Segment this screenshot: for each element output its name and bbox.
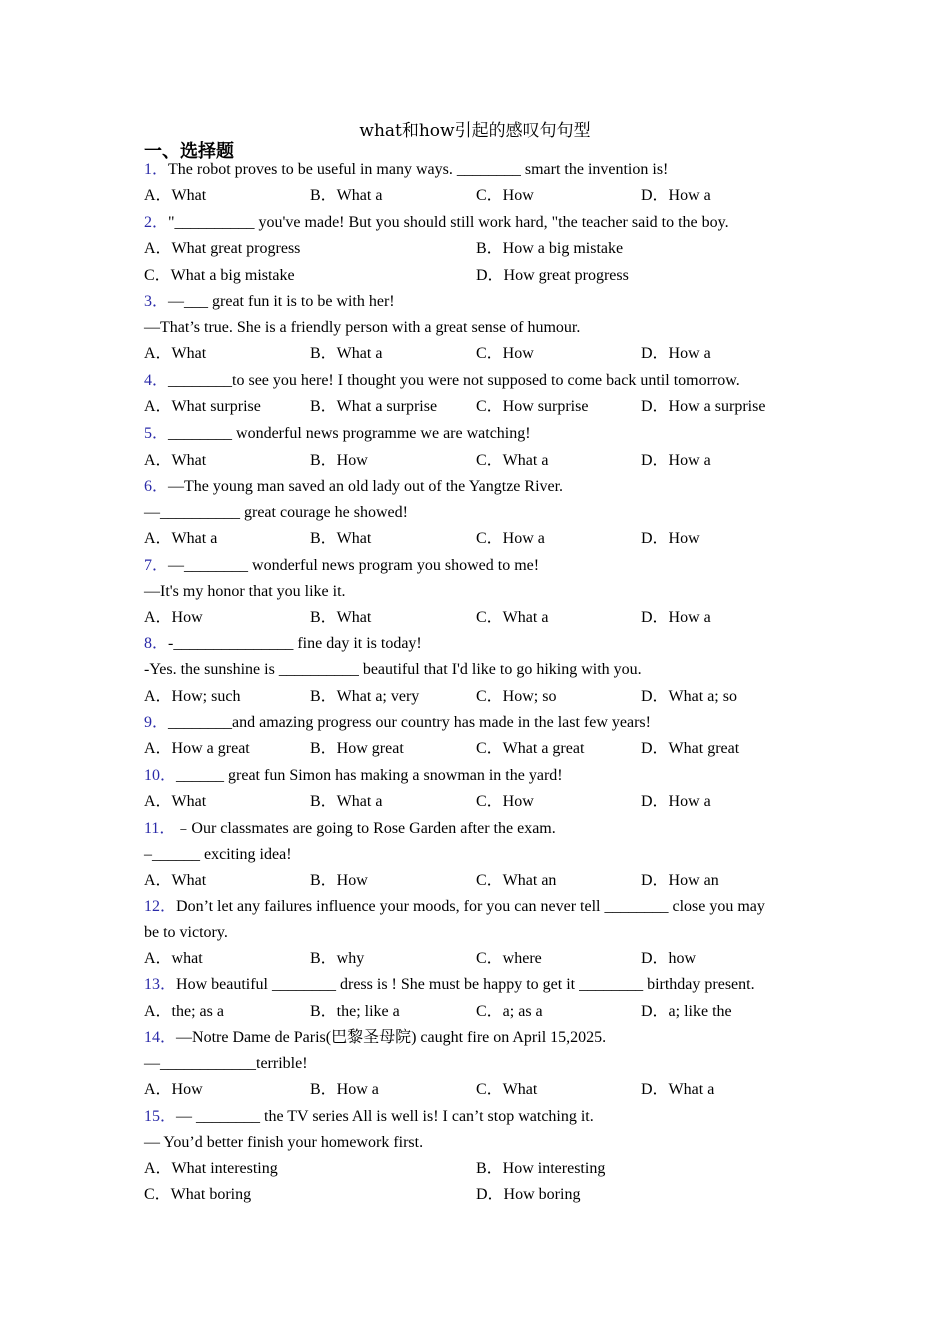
section-heading: 一、选择题 — [144, 141, 234, 162]
question-text: -_______________ fine day it is today! — [168, 635, 422, 652]
question-number: 4． — [144, 372, 169, 389]
option-a[interactable]: A．How — [144, 609, 203, 626]
question-15 — [144, 1107, 594, 1127]
option-c[interactable]: C．How a — [476, 530, 545, 547]
option-c[interactable]: C．How — [476, 345, 534, 362]
question-number: 12． — [144, 898, 177, 915]
option-a[interactable]: A．What interesting — [144, 1160, 278, 1177]
option-d[interactable]: D．How boring — [476, 1186, 581, 1203]
option-a[interactable]: A．What — [144, 452, 207, 469]
question-14 — [144, 1028, 606, 1048]
option-c[interactable]: C．How; so — [476, 688, 557, 705]
question-11 — [144, 819, 556, 839]
question-text: ______ great fun Simon has making a snowman in the yard! — [176, 767, 563, 784]
option-d[interactable]: D．What a — [641, 1081, 715, 1098]
question-14-line-2: —____________terrible! — [144, 1055, 308, 1072]
option-b[interactable]: B．How interesting — [476, 1160, 606, 1177]
option-d[interactable]: D．How a — [641, 452, 711, 469]
question-text: —___ great fun it is to be with her! — [168, 293, 395, 310]
question-text: ________and amazing progress our country has made in the last few years! — [168, 714, 651, 731]
option-d[interactable]: D．a; like the — [641, 1003, 732, 1020]
option-b[interactable]: B．What a surprise — [310, 398, 438, 415]
question-text: —Notre Dame de Paris(巴黎圣母院) caught fire on April 15,2025. — [176, 1029, 607, 1046]
option-b[interactable]: B．why — [310, 950, 365, 967]
option-c[interactable]: C．What — [476, 1081, 538, 1098]
question-text: ﹣Our classmates are going to Rose Garden after the exam. — [175, 820, 556, 837]
question-13 — [144, 975, 755, 995]
question-12 — [144, 897, 765, 917]
option-b[interactable]: B．What a — [310, 345, 383, 362]
option-b[interactable]: B．How — [310, 872, 368, 889]
option-a[interactable]: A．How — [144, 1081, 203, 1098]
question-number: 5． — [144, 425, 169, 442]
option-a[interactable]: A．What surprise — [144, 398, 261, 415]
question-1 — [144, 160, 668, 180]
option-c[interactable]: C．What boring — [144, 1186, 252, 1203]
option-a[interactable]: A．How; such — [144, 688, 241, 705]
option-c[interactable]: C．What a big mistake — [144, 267, 295, 284]
question-number: 3． — [144, 293, 169, 310]
question-number: 10． — [144, 767, 177, 784]
question-number: 8． — [144, 635, 169, 652]
question-number: 13． — [144, 976, 177, 993]
question-7 — [144, 556, 539, 576]
option-d[interactable]: D．How — [641, 530, 700, 547]
option-a[interactable]: A．the; as a — [144, 1003, 224, 1020]
question-text: — ________ the TV series All is well is! I can’t stop watching it. — [176, 1108, 594, 1125]
option-c[interactable]: C．How — [476, 793, 534, 810]
question-12-line-2: be to victory. — [144, 924, 228, 941]
option-a[interactable]: A．How a great — [144, 740, 250, 757]
option-d[interactable]: D．How a surprise — [641, 398, 766, 415]
option-d[interactable]: D．how — [641, 950, 697, 967]
question-number: 6． — [144, 478, 169, 495]
option-a[interactable]: A．What — [144, 793, 207, 810]
question-number: 15． — [144, 1108, 177, 1125]
question-2 — [144, 213, 729, 233]
option-b[interactable]: B．the; like a — [310, 1003, 400, 1020]
question-7-line-2: —It's my honor that you like it. — [144, 583, 346, 600]
option-b[interactable]: B．How a — [310, 1081, 379, 1098]
question-10 — [144, 766, 563, 786]
option-b[interactable]: B．What a — [310, 793, 383, 810]
question-4 — [144, 371, 740, 391]
option-b[interactable]: B．How great — [310, 740, 404, 757]
question-number: 11． — [144, 820, 176, 837]
question-8-line-2: -Yes. the sunshine is __________ beautiful that I'd like to go hiking with you. — [144, 661, 642, 678]
question-text: ________ wonderful news programme we are watching! — [168, 425, 531, 442]
option-a[interactable]: A．What great progress — [144, 240, 301, 257]
option-a[interactable]: A．What a — [144, 530, 218, 547]
option-b[interactable]: B．What — [310, 609, 372, 626]
question-number: 1． — [144, 161, 169, 178]
option-d[interactable]: D．How an — [641, 872, 719, 889]
question-5 — [144, 424, 531, 444]
question-3-line-2: —That’s true. She is a friendly person with a great sense of humour. — [144, 319, 581, 336]
document-title: what和how引起的感叹句句型 — [359, 121, 591, 141]
question-text: Don’t let any failures influence your moods, for you can never tell ________ close you may — [176, 898, 765, 915]
question-15-line-2: — You’d better finish your homework first. — [144, 1134, 424, 1151]
option-c[interactable]: C．What a — [476, 452, 549, 469]
option-b[interactable]: B．How — [310, 452, 368, 469]
option-c[interactable]: C．What a great — [476, 740, 585, 757]
option-b[interactable]: B．How a big mistake — [476, 240, 624, 257]
option-d[interactable]: D．What a; so — [641, 688, 737, 705]
option-c[interactable]: C．How surprise — [476, 398, 589, 415]
question-number: 2． — [144, 214, 169, 231]
question-text: ________to see you here! I thought you were not supposed to come back until tomorrow. — [168, 372, 740, 389]
question-6 — [144, 477, 563, 497]
option-b[interactable]: B．What a; very — [310, 688, 420, 705]
option-c[interactable]: C．a; as a — [476, 1003, 543, 1020]
question-text: How beautiful ________ dress is ! She must be happy to get it ________ birthday present. — [176, 976, 755, 993]
option-c[interactable]: C．where — [476, 950, 542, 967]
question-11-line-2: –______ exciting idea! — [144, 846, 292, 863]
option-a[interactable]: A．What — [144, 187, 207, 204]
option-c[interactable]: C．What an — [476, 872, 557, 889]
option-d[interactable]: D．What great — [641, 740, 740, 757]
question-text: The robot proves to be useful in many ways. ________ smart the invention is! — [168, 161, 669, 178]
option-b[interactable]: B．What a — [310, 187, 383, 204]
option-b[interactable]: B．What — [310, 530, 372, 547]
option-c[interactable]: C．What a — [476, 609, 549, 626]
option-c[interactable]: C．How — [476, 187, 534, 204]
question-text: —The young man saved an old lady out of the Yangtze River. — [168, 478, 564, 495]
option-d[interactable]: D．How a — [641, 793, 711, 810]
option-d[interactable]: D．How great progress — [476, 267, 629, 284]
question-number: 9． — [144, 714, 169, 731]
option-d[interactable]: D．How a — [641, 609, 711, 626]
question-8 — [144, 634, 422, 654]
question-number: 7． — [144, 557, 169, 574]
question-text: "__________ you've made! But you should still work hard, "the teacher said to the boy. — [168, 214, 729, 231]
option-d[interactable]: D．How a — [641, 187, 711, 204]
option-a[interactable]: A．what — [144, 950, 203, 967]
option-a[interactable]: A．What — [144, 345, 207, 362]
option-a[interactable]: A．What — [144, 872, 207, 889]
option-d[interactable]: D．How a — [641, 345, 711, 362]
question-number: 14． — [144, 1029, 177, 1046]
question-6-line-2: —__________ great courage he showed! — [144, 504, 408, 521]
question-3 — [144, 292, 395, 312]
question-9 — [144, 713, 651, 733]
question-text: —________ wonderful news program you showed to me! — [168, 557, 540, 574]
